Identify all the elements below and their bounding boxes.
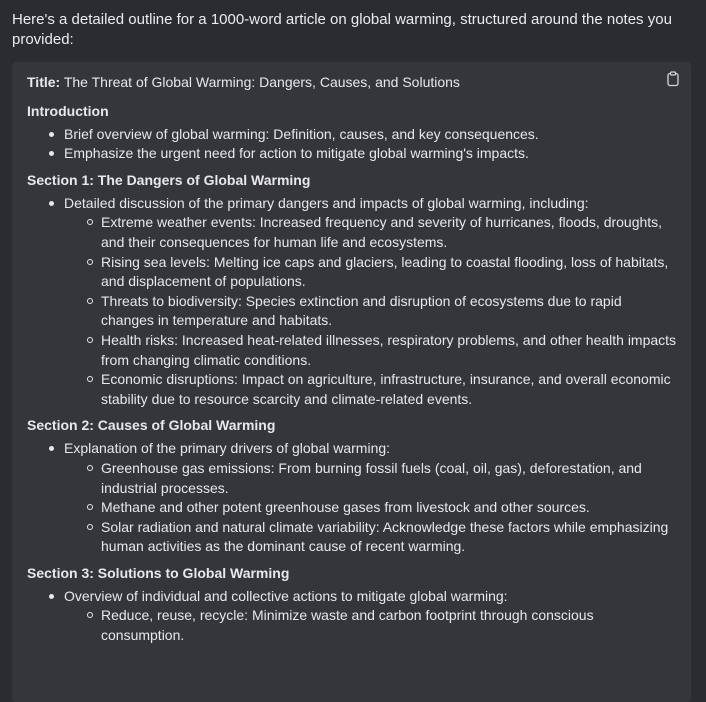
introduction-list [27, 125, 677, 164]
list-item [64, 587, 677, 646]
section1-heading: Section 1: The Dangers of Global Warming [27, 171, 311, 188]
response-intro-text: Here's a detailed outline for a 1000-word article on global warming, structured around the notes you provided: [12, 11, 672, 48]
section2-lead: Explanation of the primary drivers of global warming: [64, 440, 391, 457]
list-item: Brief overview of global warming: Definition, causes, and key consequences. [64, 125, 677, 145]
section1-list [27, 194, 677, 410]
title-label: Title: [27, 74, 61, 90]
introduction-heading: Introduction [27, 102, 109, 119]
section3-list [27, 587, 677, 646]
section2-list [27, 439, 677, 557]
article-title [27, 73, 677, 93]
section2-sublist [64, 459, 677, 557]
section3-lead: Overview of individual and collective actions to mitigate global warming: [64, 587, 508, 604]
sub-list-item: Greenhouse gas emissions: From burning fossil fuels (coal, oil, gas), deforestation, and industrial processes. [101, 459, 677, 498]
sub-list-item: Reduce, reuse, recycle: Minimize waste and carbon footprint through conscious consumption. [101, 606, 677, 645]
sub-list-item: Health risks: Increased heat-related illnesses, respiratory problems, and other health impacts from changing climatic conditions. [101, 331, 677, 370]
section1-lead: Detailed discussion of the primary dangers and impacts of global warming, including: [64, 194, 589, 211]
list-item: Emphasize the urgent need for action to mitigate global warming's impacts. [64, 144, 677, 164]
sub-list-item: Solar radiation and natural climate variability: Acknowledge these factors while emphasizing human activities as the dominant cause of recent warming. [101, 518, 677, 557]
sub-list-item: Economic disruptions: Impact on agriculture, infrastructure, insurance, and overall economic stability due to resource scarcity and climate-related events. [101, 370, 677, 409]
section3-heading: Section 3: Solutions to Global Warming [27, 564, 290, 581]
section2-heading: Section 2: Causes of Global Warming [27, 417, 276, 434]
outline-card [12, 62, 691, 702]
section3-sublist [64, 606, 677, 645]
section1-sublist [64, 213, 677, 409]
sub-list-item: Methane and other potent greenhouse gases from livestock and other sources. [101, 498, 677, 518]
title-text: The Threat of Global Warming: Dangers, Causes, and Solutions [60, 74, 460, 90]
list-item [64, 194, 677, 410]
sub-list-item: Rising sea levels: Melting ice caps and glaciers, leading to coastal flooding, loss of habitats, and displacement of populations. [101, 253, 677, 292]
clipboard-icon[interactable] [665, 71, 681, 87]
list-item [64, 439, 677, 557]
sub-list-item: Extreme weather events: Increased frequency and severity of hurricanes, floods, droughts, and their consequences for human life and ecosystems. [101, 213, 677, 252]
sub-list-item: Threats to biodiversity: Species extinction and disruption of ecosystems due to rapid changes in temperature and habitats. [101, 292, 677, 331]
